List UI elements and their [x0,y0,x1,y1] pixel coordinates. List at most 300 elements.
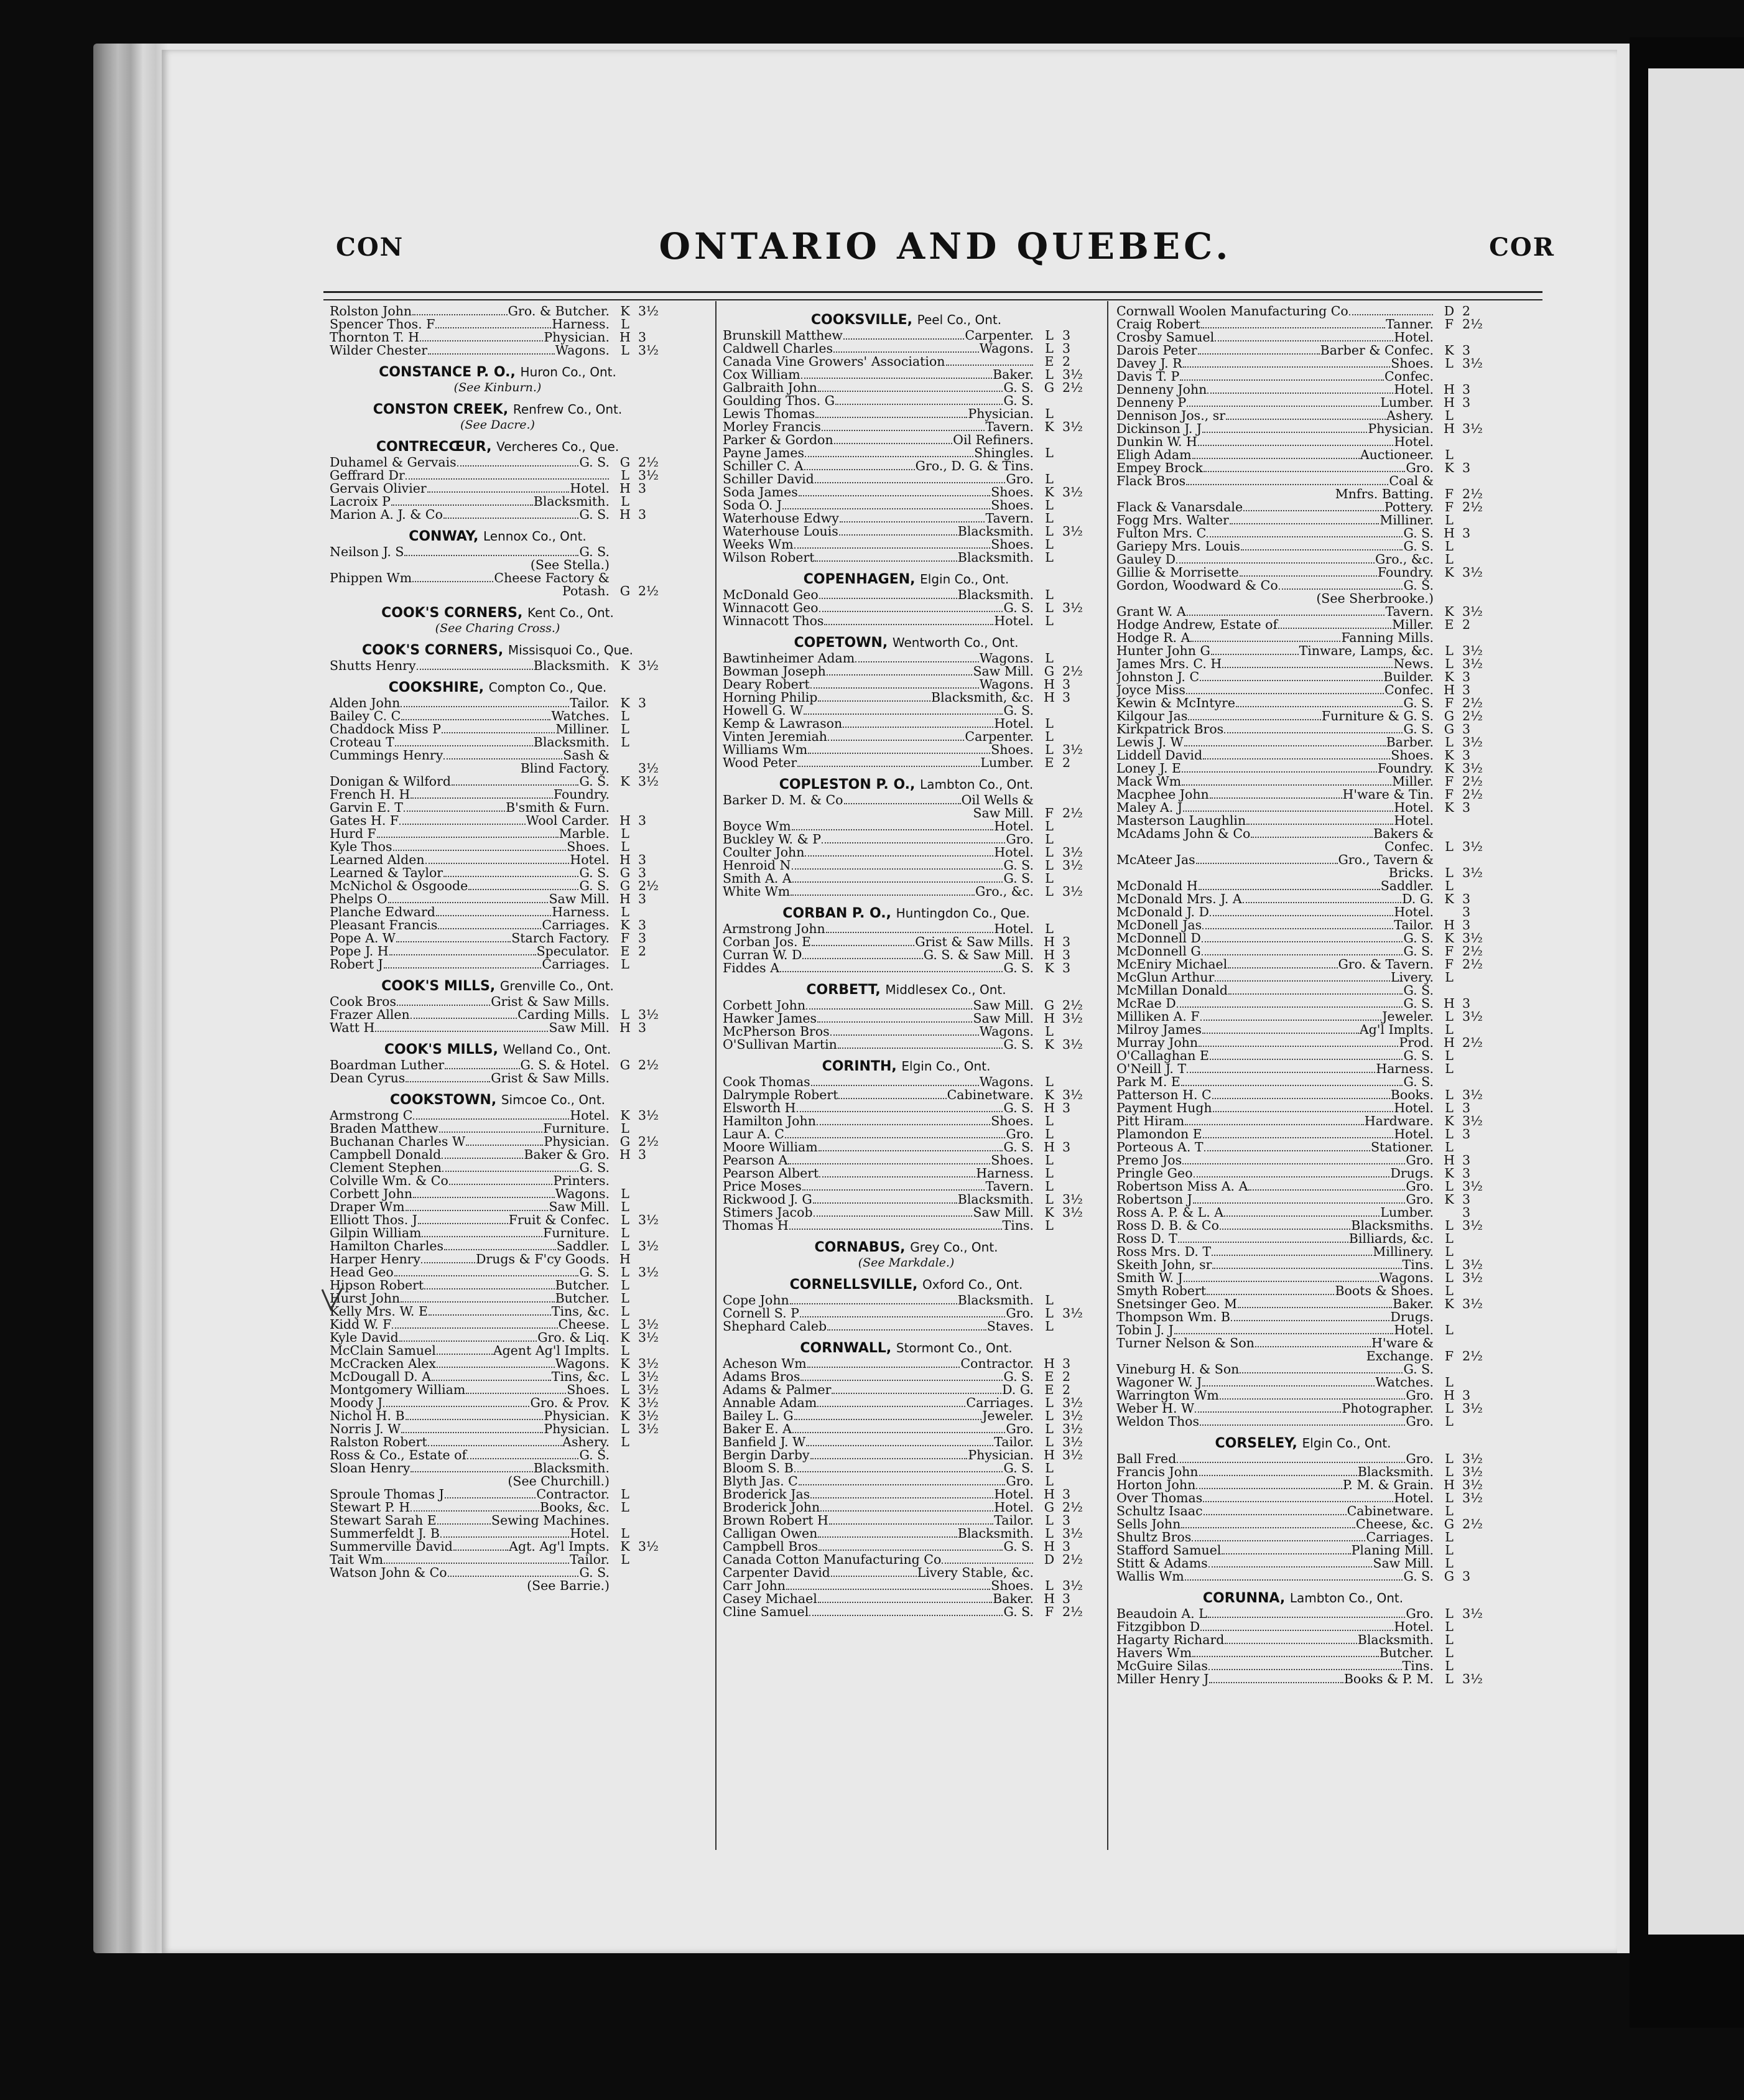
entry-credit: 3½ [638,1395,659,1410]
entry-rating: L [621,722,629,736]
entry-name: Waterhouse Louis [723,524,838,539]
leader-dots [1202,423,1367,433]
entry-business: Baker. [1393,1296,1434,1311]
entry-rating: L [1445,1632,1454,1647]
entry-credit: 3 [638,813,647,828]
leader-dots [1198,345,1320,355]
entry-business: Hotel. [994,819,1034,834]
directory-entry [330,1449,666,1462]
entry-rating: L [621,1238,629,1253]
entry-credit: 3½ [638,1382,659,1397]
entry-rating: G [619,583,631,598]
town-heading [723,636,1090,649]
town-name: COPENHAGEN, [803,572,916,587]
entry-name: Pearson A [723,1153,788,1168]
entry-rating: L [1445,1451,1454,1466]
entry-name: Gervais Olivier [330,481,427,496]
entry-business: Ashery. [1386,408,1434,423]
leader-dots [1204,462,1405,472]
entry-credit: 3½ [1062,1192,1083,1207]
entry-credit: 3 [1062,1356,1071,1371]
entry-credit: 3 [1462,1205,1471,1220]
entry-business: Foundry. [1377,761,1434,776]
directory-entry [330,469,666,482]
entry-credit: 3 [1462,669,1471,684]
entry-name: Armstrong C [330,1108,413,1123]
entry-business: G. S. [579,1447,610,1462]
directory-entry [330,1514,666,1527]
leader-dots [397,996,490,1006]
entry-credit: 3½ [1462,761,1483,776]
entry-credit: 3 [1462,904,1471,919]
entry-credit: 3 [1462,1153,1471,1168]
leader-dots [428,1436,562,1446]
entry-name: Alden John [330,695,401,710]
entry-business: G. S. [1003,380,1034,395]
entry-rating: L [1445,1127,1454,1141]
entry-rating: L [1445,447,1454,462]
entry-rating: K [1444,1296,1454,1311]
directory-entry [1116,475,1490,488]
entry-business: Wool Carder. [526,813,610,828]
leader-dots [412,572,493,582]
entry-rating: G [1444,1517,1455,1531]
entry-name: Shutts Henry [330,658,416,673]
entry-name: Norris J. W [330,1421,401,1436]
town-name: CONTRECŒUR, [376,439,492,455]
directory-entry [1116,749,1490,762]
entry-business: Hotel. [994,716,1034,731]
entry-rating: L [1045,498,1054,513]
leader-dots [1212,1259,1401,1269]
leader-dots [809,1606,1003,1616]
entry-business: Miller. [1392,617,1434,632]
directory-entry [330,1161,666,1174]
entry-credit: 3½ [1462,421,1483,436]
entry-name: Boardman Luther [330,1057,445,1072]
town-heading [330,440,666,453]
entry-name: O'Sullivan Martin [723,1037,837,1052]
column-divider [1107,301,1108,1850]
entry-business: Hotel. [1394,800,1434,815]
entry-name: Stitt & Adams [1116,1556,1208,1571]
entry-credit: 3½ [1062,742,1083,757]
entry-business: Blacksmith. [533,658,610,673]
entry-business: Cabinetware. [1347,1503,1434,1518]
entry-name: Denneny John [1116,382,1207,397]
directory-entry [723,447,1090,460]
entry-business: Printers. [553,1173,610,1188]
entry-name: McGuire Silas [1116,1658,1208,1673]
entry-name: Winnacott Thos [723,613,824,628]
directory-entry [723,381,1090,394]
entry-name: Francis John [1116,1464,1199,1479]
directory-entry [723,460,1090,473]
leader-dots [814,1207,973,1217]
entry-business: Jeweler. [982,1408,1034,1423]
entry-business: Carpenter. [965,328,1034,343]
directory-entry [1116,644,1490,657]
entry-rating: L [1045,729,1054,744]
entry-business: D. G. [1002,1382,1034,1397]
entry-name: Davey J. R [1116,356,1182,371]
entry-business-continued: Mnfrs. Batting. [1335,486,1434,501]
directory-entry [1116,997,1490,1010]
entry-credit: 3½ [1062,600,1083,615]
entry-rating: H [1044,1591,1055,1606]
entry-name: Horning Philip [723,690,818,705]
entry-business: Blacksmith. [957,1192,1034,1207]
entry-rating: G [1444,1569,1455,1584]
entry-business: Confec. [1385,369,1434,384]
entry-business: Blacksmith. [957,550,1034,565]
entry-name: Maley A. J [1116,800,1183,815]
directory-entry [1116,1141,1490,1154]
directory-entry [723,1605,1090,1619]
town-heading [330,606,666,620]
entry-rating: L [1445,1009,1454,1024]
entry-name: Caldwell Charles [723,341,833,356]
entry-name: Phippen Wm [330,570,412,585]
leader-dots [826,923,994,933]
entry-name: Clement Stephen [330,1160,442,1175]
entry-credit: 2½ [1062,998,1083,1013]
entry-rating: K [620,1356,630,1371]
directory-entry [330,1109,666,1122]
entry-business: Sewing Machines. [491,1513,610,1528]
entry-credit: 2½ [1462,695,1483,710]
entry-rating: F [1044,1604,1054,1619]
entry-name: Cummings Henry [330,748,443,763]
entry-credit: 2 [1062,1369,1071,1384]
entry-credit: 3½ [1462,1179,1483,1194]
entry-name: Bawtinheimer Adam [723,651,855,666]
entry-name: Wallis Wm [1116,1569,1184,1584]
directory-entry [330,1553,666,1566]
leader-dots [1240,567,1377,577]
entry-rating: L [621,904,629,919]
leader-dots [1202,932,1403,942]
directory-entry [1116,618,1490,631]
leader-dots [1222,658,1393,668]
town-heading [723,907,1090,920]
entry-credit: 2½ [1462,709,1483,723]
entry-credit: 3½ [1062,485,1083,499]
town-heading [330,1043,666,1056]
entry-rating: K [620,1408,630,1423]
leader-dots [1202,1377,1375,1387]
entry-name: Ross Mrs. D. T [1116,1244,1212,1259]
entry-rating: E [1044,1369,1054,1384]
entry-credit: 3½ [1462,1477,1483,1492]
leader-dots [1192,1531,1365,1541]
leader-dots [839,526,957,536]
directory-entry [1116,1180,1490,1193]
leader-dots [1204,1141,1370,1151]
town-heading [330,681,666,694]
entry-name: Bloom S. B [723,1461,794,1475]
leader-dots [817,1115,990,1125]
entry-name: Kemp & Lawrason [723,716,843,731]
entry-name: Lewis J. W [1116,735,1184,750]
entry-rating: G [619,455,631,470]
leader-dots [1224,723,1403,733]
entry-name: Fitzgibbon D [1116,1619,1200,1634]
entry-rating: L [1045,600,1054,615]
leader-dots [813,1194,957,1204]
leader-dots [466,1384,566,1394]
entry-credit: 2½ [638,455,659,470]
entry-credit: 3 [1062,328,1071,343]
entry-business: Shoes. [991,485,1034,499]
leader-dots [1203,1492,1393,1502]
entry-rating: L [621,957,629,972]
directory-entry [330,1122,666,1135]
leader-dots [840,513,985,523]
leader-dots [399,815,525,825]
directory-entry [1116,1193,1490,1206]
entry-credit: 2½ [1462,317,1483,332]
entry-name: Vineburg H. & Son [1116,1362,1240,1377]
entry-credit: 3 [638,865,647,880]
town-heading [330,366,666,379]
directory-entry [330,736,666,749]
entry-business: G. S. [1403,1074,1434,1089]
entry-rating: L [621,1434,629,1449]
entry-rating: L [1445,1543,1454,1558]
entry-business: News. [1393,656,1434,671]
directory-entry [1116,1049,1490,1062]
leader-dots [1208,1608,1406,1618]
directory-entry [723,1540,1090,1553]
leader-dots [406,470,609,480]
entry-name: Park M. E [1116,1074,1180,1089]
directory-entry [1116,344,1490,357]
entry-name: Payment Hugh [1116,1100,1212,1115]
entry-name: Robertson Miss A. A [1116,1179,1248,1194]
entry-business: Tailor. [994,1434,1034,1449]
leader-dots [817,1397,965,1407]
entry-business: Millinery. [1373,1244,1434,1259]
town-name: COOK'S MILLS, [381,978,496,994]
entry-rating: K [1444,669,1454,684]
entry-business: Harness. [552,904,610,919]
directory-entry [1116,814,1490,827]
town-name: CORNWALL, [800,1340,892,1356]
leader-dots [437,1358,555,1368]
county-name: Grey Co., Ont. [910,1240,998,1255]
leader-dots [806,1000,972,1010]
leader-dots [466,1136,543,1146]
entry-rating: H [1444,382,1455,397]
entry-rating: H [1444,918,1455,932]
entry-rating: H [619,852,631,867]
entry-business: Gro., &c. [1375,552,1434,567]
entry-business: Shoes. [991,1113,1034,1128]
entry-business: Tailor. [570,695,610,710]
directory-entry [1116,1298,1490,1311]
entry-name: Weeks Wm [723,537,794,552]
leader-dots [442,1149,523,1159]
entry-business-continued: Potash. [562,583,610,598]
see-reference: (See Markdale.) [858,1256,955,1270]
entry-name: Dean Cyrus [330,1071,406,1085]
leader-dots [467,1449,578,1459]
entry-credit: 3½ [638,1238,659,1253]
entry-name: Corbett John [330,1186,413,1201]
entry-rating: K [620,774,630,789]
entry-business: Physician. [544,1408,610,1423]
entry-credit: 3 [1462,748,1471,763]
entry-rating: K [1444,460,1454,475]
town-name: COOKSTOWN, [389,1092,497,1108]
entry-rating: K [1044,1205,1054,1220]
entry-business: Tins. [1402,1257,1434,1272]
entry-name: Turner Nelson & Son [1116,1336,1255,1350]
directory-entry [1116,1620,1490,1633]
entry-rating: L [1045,1192,1054,1207]
entry-rating: K [620,1108,630,1123]
leader-dots [449,1175,553,1185]
directory-entry [723,1449,1090,1462]
entry-name: Hagarty Richard [1116,1632,1225,1647]
entry-rating: L [1445,1048,1454,1063]
see-reference: (See Dacre.) [460,418,535,432]
entry-name: Rickwood J. G [723,1192,812,1207]
town-name: COOK'S CORNERS, [381,605,523,621]
entry-business: G. S. [579,774,610,789]
entry-rating: L [1445,1556,1454,1571]
leader-dots [802,1181,985,1191]
entry-rating: L [1045,716,1054,731]
directory-entry [1116,1311,1490,1324]
leader-dots [435,318,551,328]
leader-dots [1190,632,1340,642]
leader-dots [1186,475,1388,485]
entry-credit: 3½ [638,1212,659,1227]
entry-business: G. S. [1003,1461,1034,1475]
directory-entry [330,1021,666,1034]
entry-name: Hawker James [723,1011,817,1026]
entry-rating: K [620,658,630,673]
directory-entry [1116,370,1490,383]
entry-rating: G [619,865,631,880]
entry-business: Butcher. [1379,1645,1434,1660]
entry-name: Gariepy Mrs. Louis [1116,539,1240,554]
entry-name: Hurd F [330,826,376,841]
entry-name: Gauley D [1116,552,1176,567]
leader-dots [392,1319,557,1329]
directory-entry [330,723,666,736]
entry-name: Milroy James [1116,1022,1202,1037]
entry-name: Dickinson J. J [1116,421,1202,436]
entry-credit: 3½ [1462,839,1483,854]
directory-entry [330,814,666,827]
entry-name: Bailey L. G [723,1408,794,1423]
entry-name: Kilgour Jas [1116,709,1188,723]
leader-dots [797,757,980,767]
directory-entry [1116,1271,1490,1285]
entry-name: Miller Henry J [1116,1671,1209,1686]
entry-name: Waterhouse Edwy [723,511,839,526]
entry-rating: L [1045,524,1054,539]
leader-dots [1187,606,1385,616]
directory-entry [1116,514,1490,527]
entry-rating: L [1445,1606,1454,1621]
directory-entry [723,820,1090,833]
entry-business: Shoes. [567,839,610,854]
entry-credit: 3½ [1062,1434,1083,1449]
entry-name: Robert J [330,957,383,972]
leader-dots [1200,1011,1382,1021]
directory-entry [1116,1673,1490,1686]
leader-dots [833,343,979,353]
entry-rating: F [1444,695,1454,710]
directory-entry [330,1292,666,1305]
entry-credit: 3½ [1462,931,1483,945]
entry-continuation [1116,840,1490,853]
directory-entry [723,355,1090,368]
entry-credit: 2 [1062,1382,1071,1397]
directory-entry [723,1357,1090,1370]
leader-dots [1241,541,1403,551]
entry-rating: L [1045,858,1054,873]
directory-entry [1116,657,1490,671]
entry-rating: L [1445,1658,1454,1673]
county-name: Huntingdon Co., Que. [896,906,1030,921]
entry-rating: G [1044,998,1055,1013]
entry-business: Tavern. [985,419,1034,434]
leader-dots [819,589,957,599]
entry-business: G. S. [579,1160,610,1175]
leader-dots [1222,1545,1350,1554]
entry-business: Boots & Shoes. [1335,1283,1434,1298]
entry-business-continued: (See Stella.) [530,557,610,572]
entry-name: Joyce Miss [1116,682,1185,697]
leader-dots [785,1128,1005,1138]
entry-name: Thomas H [723,1218,789,1233]
directory-entry [330,919,666,932]
entry-name: Pope A. W [330,931,396,945]
entry-name: McClain Samuel [330,1343,436,1358]
entry-rating: L [1045,613,1054,628]
leader-dots [445,1059,519,1069]
leader-dots [395,736,533,746]
entry-name: Campbell Donald [330,1147,442,1162]
entry-rating: L [1045,1408,1054,1423]
entry-rating: L [1445,1087,1454,1102]
entry-name: Gordon, Woodward & Co [1116,578,1278,593]
directory-entry [1116,697,1490,710]
entry-rating: L [1045,1474,1054,1489]
entry-rating: L [621,1500,629,1515]
entry-business: Shoes. [991,498,1034,513]
entry-rating: L [1445,513,1454,527]
entry-business: Gro. [1006,472,1034,486]
town-name: COOK'S MILLS, [384,1042,498,1057]
leader-dots [786,1580,990,1590]
entry-rating: L [1045,550,1054,565]
directory-entry [1116,932,1490,945]
entry-name: Nichol H. B [330,1408,405,1423]
entry-rating: E [620,944,630,959]
directory-entry [330,945,666,958]
entry-credit: 3½ [638,1007,659,1022]
directory-entry [1116,1402,1490,1415]
entry-business: Blacksmith. [533,494,610,509]
directory-entry [1116,1492,1490,1505]
leader-dots [822,834,1005,843]
